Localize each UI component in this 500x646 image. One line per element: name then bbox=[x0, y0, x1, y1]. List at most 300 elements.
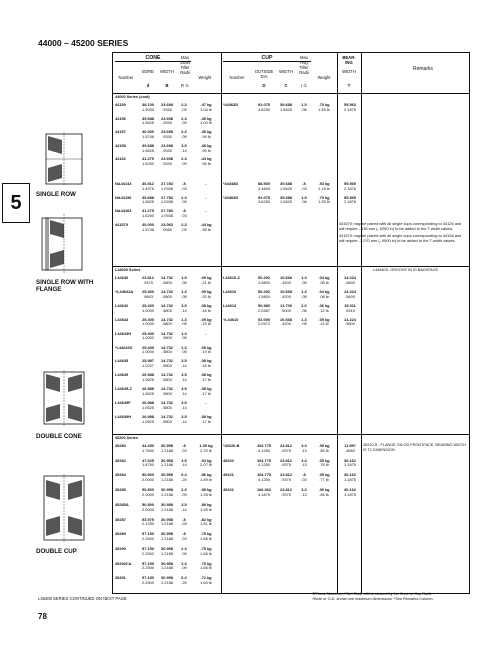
cell-line: 6.4 bbox=[181, 472, 187, 478]
cell-line: .08 kg bbox=[200, 386, 212, 392]
table-cell-bore1 bbox=[138, 415, 158, 425]
table-cell-w1 bbox=[157, 304, 177, 314]
table-cell-cone bbox=[115, 576, 139, 581]
cell-line: .09 kg bbox=[200, 316, 212, 322]
table-cell-cw1 bbox=[276, 276, 296, 286]
table-cell-cr1 bbox=[297, 290, 311, 300]
section-label-l44600: L44600 Series bbox=[115, 268, 141, 272]
cell-line: *44363D bbox=[223, 102, 239, 107]
cell-line: .19 lb bbox=[201, 349, 211, 355]
cell-line: 30.958 bbox=[161, 575, 173, 581]
cell-line: .18 lb bbox=[201, 363, 211, 369]
table-cell-wt1 bbox=[193, 332, 219, 337]
table-row bbox=[113, 546, 469, 560]
cell-line: - bbox=[205, 194, 207, 200]
cell-line: *44363D bbox=[223, 194, 239, 200]
remark-l44640: L44640X: GROOVE IN ID BACKFACE bbox=[373, 268, 438, 272]
cell-line: 45280 bbox=[115, 443, 126, 448]
cell-line: 3.5 bbox=[181, 372, 187, 378]
table-cell-cw1 bbox=[276, 444, 296, 454]
cell-line: .72 kg bbox=[200, 575, 212, 581]
table-cell-w1 bbox=[157, 444, 177, 454]
cell-line: 25.400 bbox=[142, 344, 154, 350]
cell-line: L44649-Z bbox=[115, 386, 132, 392]
table-cell-bore1 bbox=[138, 373, 158, 383]
table-row bbox=[113, 345, 469, 359]
table-cell-w1 bbox=[157, 157, 177, 167]
table-cell-bore1 bbox=[138, 117, 158, 127]
page-number: 78 bbox=[38, 612, 47, 621]
table-cell-t1 bbox=[339, 473, 361, 483]
table-cell-cr1 bbox=[297, 473, 311, 483]
cell-line: L44642 bbox=[115, 302, 129, 308]
table-cell-r1 bbox=[177, 576, 191, 586]
cell-line: 1.8750 bbox=[142, 462, 154, 468]
table-row bbox=[113, 195, 469, 209]
table-cell-w1 bbox=[157, 318, 177, 328]
cell-line: .5600 bbox=[345, 279, 355, 285]
continued-note: L45400 SERIES CONTINUED ON NEXT PAGE bbox=[38, 596, 127, 601]
table-cell-bore1 bbox=[138, 332, 158, 342]
cell-line: .77 lb bbox=[319, 477, 329, 483]
cell-line: .04 kg bbox=[318, 288, 330, 294]
cell-line: 57.150 bbox=[142, 560, 154, 566]
cell-line: .75 kg bbox=[200, 531, 212, 537]
cell-line: .06 bbox=[181, 279, 187, 285]
table-cell-cr1 bbox=[297, 276, 311, 286]
cell-line: .70 kg bbox=[318, 194, 330, 200]
table-cell-od1 bbox=[251, 459, 277, 469]
table-cell-w1 bbox=[157, 562, 177, 572]
cell-line: 1.0227 bbox=[142, 363, 154, 369]
table-cell-wt1 bbox=[193, 103, 219, 113]
cell-line: 1.5748 bbox=[142, 133, 154, 139]
table-cell-bore1 bbox=[138, 304, 158, 314]
table-cell-r1 bbox=[177, 130, 191, 140]
cell-line: .09 kg bbox=[200, 288, 212, 294]
table-cell-t1 bbox=[339, 488, 361, 498]
cell-line: .17 lb bbox=[201, 390, 211, 396]
cell-line: - bbox=[205, 208, 207, 214]
table-cell-w1 bbox=[157, 130, 177, 140]
cell-line: NA44143 bbox=[115, 181, 132, 186]
table-row bbox=[113, 102, 469, 116]
note-44157x-1: 44157X may be paired with all single cups corresponding to 44126 and will require -.635 mm (-.0250 in) to be added to the T-width values. bbox=[339, 221, 462, 231]
weight-header: Weight bbox=[198, 75, 212, 80]
cell-line: .5800 bbox=[162, 377, 172, 383]
cell-line: 3.5 bbox=[181, 358, 187, 364]
table-cell-cone bbox=[115, 276, 139, 281]
table-cell-cw1 bbox=[276, 459, 296, 469]
table-cell-cr1 bbox=[297, 182, 311, 192]
cell-line: 88.500 bbox=[258, 181, 270, 186]
cell-line: 1.55 lb bbox=[318, 106, 330, 112]
cell-line: 57.150 bbox=[142, 575, 154, 581]
table-cell-cone bbox=[115, 488, 139, 493]
r-symbol: R ① bbox=[181, 83, 189, 88]
table-cell-w1 bbox=[157, 401, 177, 411]
cell-line: 3.5 bbox=[181, 302, 187, 308]
cell-line: .9080 bbox=[162, 226, 172, 232]
table-cell-r1 bbox=[177, 332, 191, 342]
cell-line: 40.000 bbox=[142, 129, 154, 135]
cell-line: .05 bbox=[301, 321, 307, 327]
table-cell-r1 bbox=[177, 182, 191, 192]
cell-line: 14.732 bbox=[161, 302, 173, 308]
table-cell-t1 bbox=[339, 103, 361, 113]
table-cell-bore1 bbox=[138, 276, 158, 286]
table-cell-bore1 bbox=[138, 209, 158, 219]
outside-dia-header: OUTSIDE DIA bbox=[254, 69, 274, 79]
table-cell-od1 bbox=[251, 103, 277, 113]
cell-line: 39.688 bbox=[142, 115, 154, 121]
cup-width-symbol: C bbox=[284, 83, 288, 88]
cell-line: 2.3 bbox=[181, 194, 187, 200]
cell-line: *44348D bbox=[223, 181, 239, 186]
cell-line: 57.150 bbox=[142, 545, 154, 551]
cell-line: 45290CA bbox=[115, 560, 132, 566]
cell-line: 44157X bbox=[115, 221, 129, 227]
note-44157x-2: 44157X may be paired with all single cups corresponding to 44126 and will require -1.270 mm (-.0500 in) to be added to the T-width values. bbox=[339, 233, 462, 243]
cell-line: .08 kg bbox=[200, 302, 212, 308]
cell-line: 45282 bbox=[115, 457, 126, 463]
cell-line: 39.688 bbox=[280, 181, 292, 186]
cell-line: .5800 bbox=[162, 363, 172, 369]
table-cell-r1 bbox=[177, 346, 191, 356]
cell-line: 1.5748 bbox=[142, 226, 154, 232]
table-cell-r1 bbox=[177, 503, 191, 513]
cell-line: 40.000 bbox=[142, 221, 154, 227]
cell-line: 1.95 lb bbox=[200, 506, 212, 512]
table-cell-cup bbox=[223, 318, 251, 323]
table-cell-w1 bbox=[157, 182, 177, 192]
cell-line: 50.800 bbox=[142, 487, 154, 493]
cell-line: 39.688 bbox=[280, 102, 292, 107]
cell-line: 1.1875 bbox=[344, 477, 356, 483]
cell-line: 2.3 bbox=[181, 221, 187, 227]
cell-line: 25.987 bbox=[142, 358, 154, 364]
cell-line: 14.732 bbox=[161, 358, 173, 364]
table-cell-bore1 bbox=[138, 459, 158, 469]
table-cell-w1 bbox=[157, 359, 177, 369]
cell-line: 92.075 bbox=[258, 102, 270, 107]
table-cell-cwt1 bbox=[311, 103, 337, 113]
cell-line: 1.0938 bbox=[161, 199, 173, 205]
cell-line: 1.5625 bbox=[280, 106, 292, 112]
table-cell-cone bbox=[115, 117, 139, 122]
cell-line: 1.2188 bbox=[161, 580, 173, 586]
table-cell-r1 bbox=[177, 209, 191, 219]
cell-line: .03 bbox=[181, 212, 187, 218]
cell-line: .09 kg bbox=[200, 344, 212, 350]
cell-line: 45285 bbox=[115, 487, 126, 493]
table-cell-cwt1 bbox=[311, 473, 337, 483]
cell-line: .9375 bbox=[143, 279, 153, 285]
cell-line: 23.698 bbox=[161, 142, 173, 148]
cup-group-header: CUP bbox=[223, 55, 311, 62]
table-cell-cup bbox=[223, 276, 251, 281]
table-cell-cone bbox=[115, 332, 139, 337]
table-cell-w1 bbox=[157, 532, 177, 542]
table-cell-bore1 bbox=[138, 196, 158, 206]
cell-line: 26.988 bbox=[142, 372, 154, 378]
cell-line: 26.988 bbox=[142, 386, 154, 392]
cell-line: 38.100 bbox=[142, 102, 154, 107]
cell-line: 57.150 bbox=[142, 531, 154, 537]
table-cell-r1 bbox=[177, 547, 191, 557]
cell-line: 2.2500 bbox=[142, 550, 154, 556]
cell-line: .78 lb bbox=[319, 462, 329, 468]
cell-line: 50.980 bbox=[258, 302, 270, 308]
cell-line: 3.4843 bbox=[258, 185, 270, 191]
table-cell-r1 bbox=[177, 196, 191, 206]
cell-line: 45284 bbox=[115, 472, 126, 478]
cell-line: 1.66 lb bbox=[200, 535, 212, 541]
double-cup-diagram bbox=[40, 474, 88, 542]
r2-symbol: r ① bbox=[300, 83, 308, 88]
table-cell-cwt1 bbox=[311, 488, 337, 498]
cell-line: - bbox=[205, 181, 207, 186]
cell-line: 2.20 lb bbox=[200, 447, 212, 453]
cell-line: .09 bbox=[181, 120, 187, 126]
cell-line: .35 kg bbox=[318, 472, 330, 478]
cell-line: 41.275 bbox=[142, 156, 154, 162]
table-cell-cup bbox=[223, 473, 251, 478]
cell-line: .25 bbox=[181, 477, 187, 483]
table-row bbox=[113, 129, 469, 143]
table-cell-wt1 bbox=[193, 576, 219, 586]
table-cell-cup bbox=[223, 459, 251, 464]
table-row bbox=[113, 358, 469, 372]
cell-line: 2.1250 bbox=[142, 521, 154, 527]
double-cone-diagram bbox=[40, 370, 88, 426]
cell-line: 2.3 bbox=[181, 545, 187, 551]
cell-line: 10.668 bbox=[280, 316, 292, 322]
cell-line: 1.0000 bbox=[142, 349, 154, 355]
table-cell-r1 bbox=[177, 459, 191, 469]
table-cell-r1 bbox=[177, 103, 191, 113]
cell-line: 1.5 bbox=[181, 275, 187, 280]
table-cell-wt1 bbox=[193, 182, 219, 187]
cell-line: 53.975 bbox=[142, 516, 154, 522]
section-tab bbox=[2, 183, 30, 223]
cell-line: 1.55 lb bbox=[318, 199, 330, 205]
single-row-bearing-icon bbox=[40, 132, 88, 186]
cell-line: .9330 bbox=[162, 147, 172, 153]
table-cell-wt1 bbox=[193, 359, 219, 369]
cell-line: 1.3 bbox=[181, 316, 187, 322]
table-cell-bore1 bbox=[138, 503, 158, 513]
table-cell-cw1 bbox=[276, 182, 296, 192]
cell-line: 45221 bbox=[223, 472, 234, 478]
cell-line: 23.812 bbox=[280, 472, 292, 478]
table-cell-w1 bbox=[157, 373, 177, 383]
cell-line: 14.732 bbox=[161, 330, 173, 336]
cell-line: 2.2500 bbox=[142, 580, 154, 586]
cell-line: .17 lb bbox=[201, 418, 211, 424]
table-cell-od1 bbox=[251, 276, 277, 286]
cell-line: 2.07 lb bbox=[200, 462, 212, 468]
cell-line: .05 bbox=[181, 335, 187, 341]
cell-line: 30.958 bbox=[161, 501, 173, 507]
single-row-diagram bbox=[40, 132, 88, 186]
cell-line: 1.2188 bbox=[161, 491, 173, 497]
cell-line: .9375 bbox=[281, 477, 291, 483]
table-cell-cone bbox=[115, 346, 139, 351]
table-cell-t1 bbox=[339, 290, 361, 300]
table-row bbox=[113, 372, 469, 386]
cell-line: .5600 bbox=[345, 293, 355, 299]
cell-line: .8 bbox=[182, 516, 186, 522]
single-row-flange-bearing-icon bbox=[40, 214, 88, 274]
cell-line: 1.0000 bbox=[142, 321, 154, 327]
cell-line: 4.1875 bbox=[258, 491, 270, 497]
cell-line: .99 lb bbox=[201, 133, 211, 139]
table-cell-wt1 bbox=[193, 209, 219, 214]
cell-line: .4200 bbox=[281, 321, 291, 327]
cell-line: NA44163 bbox=[115, 208, 132, 214]
table-cell-bore1 bbox=[138, 532, 158, 542]
single-row-flange-diagram bbox=[40, 214, 88, 274]
table-cell-r1 bbox=[177, 144, 191, 154]
cell-line: 1.16 lb bbox=[318, 185, 330, 191]
table-cell-bore1 bbox=[138, 562, 158, 572]
cell-line: .11 lb bbox=[319, 321, 329, 327]
table-cell-cone bbox=[115, 359, 139, 364]
table-cell-od1 bbox=[251, 444, 277, 454]
cell-line: 30.162 bbox=[344, 472, 356, 478]
cell-line: L44645 bbox=[115, 358, 129, 364]
remarks-header: Remarks bbox=[412, 66, 433, 72]
double-cone-label: DOUBLE CONE bbox=[36, 433, 82, 440]
table-cell-cone bbox=[115, 182, 139, 187]
table-cell-wt1 bbox=[193, 401, 219, 406]
cell-line: .14 bbox=[181, 462, 187, 468]
cell-line: .03 bbox=[181, 535, 187, 541]
cell-line: .98 lb bbox=[201, 226, 211, 232]
double-cup-bearing-icon bbox=[40, 474, 88, 542]
cell-line: .45 kg bbox=[200, 129, 212, 135]
cell-line: 14.224 bbox=[344, 316, 356, 322]
table-cell-r1 bbox=[177, 473, 191, 483]
cell-line: 1.60 lb bbox=[200, 580, 212, 586]
cell-line: 11.997 bbox=[344, 443, 356, 448]
cell-line: L44649F bbox=[115, 400, 131, 406]
table-row bbox=[113, 143, 469, 157]
cell-line: .82 kg bbox=[200, 516, 212, 522]
cell-line: .8 bbox=[302, 472, 306, 478]
cell-line: 39.688 bbox=[142, 142, 154, 148]
cell-line: .9375 bbox=[281, 491, 291, 497]
cell-line: 1.5000 bbox=[142, 106, 154, 112]
cell-line: 1.3 bbox=[181, 330, 187, 336]
table-cell-wt1 bbox=[193, 518, 219, 528]
cell-line: 10.668 bbox=[280, 288, 292, 294]
cell-line: 1.5 bbox=[301, 194, 307, 200]
table-row bbox=[113, 317, 469, 331]
cell-line: 2.3 bbox=[181, 487, 187, 493]
cell-line: 2.3 bbox=[181, 102, 187, 107]
cell-line: 55.565 bbox=[344, 194, 356, 200]
table-cell-cone bbox=[115, 401, 139, 406]
table-row bbox=[113, 531, 469, 545]
cell-line: 30.958 bbox=[161, 516, 173, 522]
table-cell-cwt1 bbox=[311, 276, 337, 286]
cell-line: 23.698 bbox=[161, 129, 173, 135]
table-cell-cwt1 bbox=[311, 318, 337, 328]
table-cell-od1 bbox=[251, 318, 277, 328]
cell-line: .09 bbox=[181, 133, 187, 139]
table-cell-cone bbox=[115, 223, 139, 228]
table-row bbox=[113, 400, 469, 414]
cell-line: 1.2188 bbox=[161, 506, 173, 512]
cell-line: 1.9800 bbox=[258, 279, 270, 285]
table-cell-cone bbox=[115, 562, 139, 567]
cell-line: 25.400 bbox=[142, 302, 154, 308]
cell-line: 1.2188 bbox=[161, 535, 173, 541]
table-cell-t1 bbox=[339, 182, 361, 192]
cell-line: 1.0000 bbox=[142, 335, 154, 341]
section-label-44000: 44000 Series (cont) bbox=[115, 95, 150, 99]
cell-line: 26.988 bbox=[142, 400, 154, 406]
cell-line: .9375 bbox=[281, 462, 291, 468]
cell-line: 1.3 bbox=[301, 288, 307, 294]
cell-line: 45287 bbox=[115, 516, 126, 522]
cell-line: .09 bbox=[181, 565, 187, 571]
cell-line: .8 bbox=[302, 181, 306, 186]
cell-line: .5800 bbox=[162, 307, 172, 313]
cell-line: .08 kg bbox=[200, 414, 212, 419]
cell-line: .45 kg bbox=[200, 142, 212, 148]
cell-line: .13 bbox=[301, 462, 307, 468]
cell-line: - bbox=[205, 400, 207, 406]
cell-line: 3.5 bbox=[181, 501, 187, 507]
cell-line: 23.698 bbox=[161, 156, 173, 162]
table-cell-cone bbox=[115, 196, 139, 201]
cell-line: .89 kg bbox=[200, 501, 212, 507]
cell-line: 4.1250 bbox=[258, 447, 270, 453]
cell-line: .75 kg bbox=[200, 545, 212, 551]
cell-line: 2.0467 bbox=[258, 307, 270, 313]
table-row bbox=[113, 487, 469, 501]
cell-line: 23.063 bbox=[161, 221, 173, 227]
table-cell-cone bbox=[115, 473, 139, 478]
cell-line: 1.2188 bbox=[161, 462, 173, 468]
cell-line: 1.3 bbox=[181, 344, 187, 350]
table-cell-w1 bbox=[157, 332, 177, 342]
series-title: 44000 – 45200 SERIES bbox=[38, 38, 129, 48]
cell-line: 3.5 bbox=[181, 142, 187, 148]
cell-line: 14.732 bbox=[161, 288, 173, 294]
cell-line: 41.275 bbox=[142, 208, 154, 214]
cell-line: .8 bbox=[182, 443, 186, 448]
cell-line: .35 kg bbox=[318, 457, 330, 463]
cell-line: 30.958 bbox=[161, 560, 173, 566]
table-cell-cone bbox=[115, 209, 139, 214]
cell-line: 44150 bbox=[115, 102, 126, 107]
table-cell-cr1 bbox=[297, 488, 311, 498]
table-cell-w1 bbox=[157, 547, 177, 557]
table-cell-bore1 bbox=[138, 346, 158, 356]
cell-line: 1.6250 bbox=[142, 161, 154, 167]
table-row bbox=[113, 472, 469, 486]
table-cell-cwt1 bbox=[311, 444, 337, 454]
table-cell-wt1 bbox=[193, 196, 219, 201]
cell-line: 1.5625 bbox=[142, 199, 154, 205]
bearing-table bbox=[112, 52, 470, 594]
cell-line: 45291 bbox=[115, 575, 126, 581]
table-cell-cr1 bbox=[297, 304, 311, 314]
